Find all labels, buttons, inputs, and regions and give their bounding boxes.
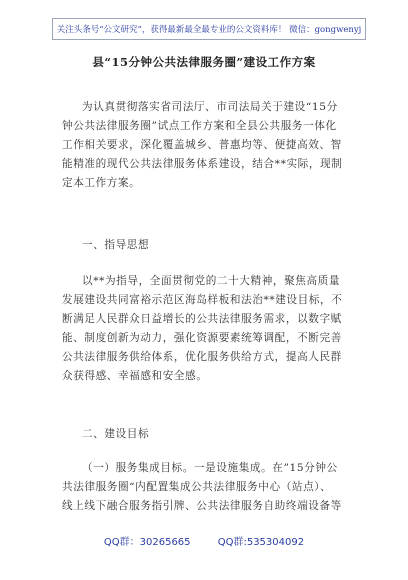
- intro-line: 能精准的现代公共法律服务体系建设，结合**实际，现制: [62, 158, 343, 170]
- intro-line: 为认真贯彻落实省司法厅、市司法局关于建设“15分: [82, 101, 338, 113]
- top-banner: [52, 18, 366, 40]
- footer-contact-bar: [0, 533, 408, 548]
- guiding-line: 发展建设共同富裕示范区海岛样板和法治**建设目标，不: [62, 294, 343, 306]
- goals-line: （一）服务集成目标。一是设施集成。在”15分钟公: [82, 462, 338, 474]
- guiding-line: 能、制度创新为动力，强化资源要素统筹调配，不断完善: [62, 332, 342, 344]
- intro-line: 钟公共法律服务圈”试点工作方案和全县公共服务一体化: [62, 120, 337, 132]
- guiding-line: 断满足人民群众日益增长的公共法律服务需求，以数字赋: [62, 313, 342, 325]
- document-title: 县“15分钟公共法律服务圈”建设工作方案: [92, 55, 316, 69]
- section-heading-guiding-ideology: 一、指导思想: [82, 239, 150, 251]
- footer-qq-group-1: QQ群：30265665: [103, 537, 191, 548]
- intro-line: 定本工作方案。: [62, 177, 141, 189]
- banner-text: 关注头条号“公文研究”，获得最新最全最专业的公文资料库！ 微信：gongwenyj: [56, 25, 362, 35]
- guiding-line: 以**为指导，全面贯彻党的二十大精神，聚焦高质量: [82, 275, 341, 287]
- construction-goals-paragraph: [62, 459, 358, 516]
- section-heading-construction-goals: 二、建设目标: [82, 428, 150, 440]
- guiding-line: 众获得感、幸福感和安全感。: [62, 370, 208, 382]
- intro-line: 工作相关要求，深化覆盖城乡、普惠均等、便捷高效、智: [62, 139, 342, 151]
- footer-qq-group-2: QQ群:535304092: [217, 537, 305, 548]
- goals-line: 线上线下融合服务指引牌、公共法律服务自助终端设备等: [62, 500, 342, 512]
- goals-line: 共法律服务圈“内配置集成公共法律服务中心（站点）、: [62, 481, 332, 493]
- guiding-line: 公共法律服务供给体系，优化服务供给方式，提高人民群: [62, 351, 342, 363]
- intro-paragraph: [62, 98, 358, 193]
- guiding-ideology-paragraph: [62, 272, 358, 386]
